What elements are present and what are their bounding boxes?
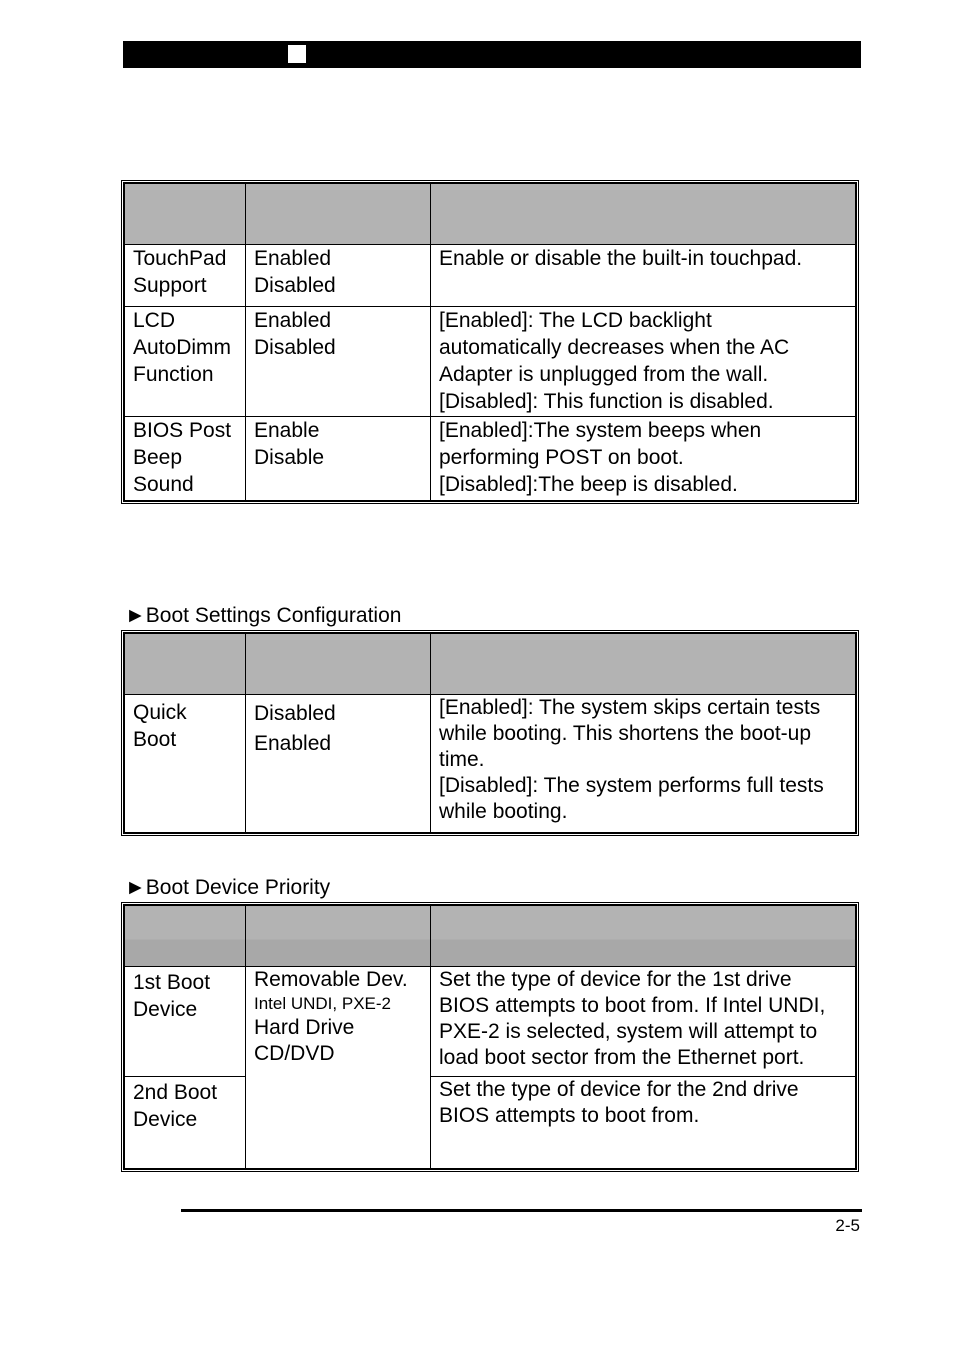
- table-row: [125, 245, 856, 307]
- header-cell: [431, 906, 856, 967]
- header-cell: [125, 906, 246, 967]
- description-cell: Enable or disable the built-in touchpad.: [431, 245, 856, 307]
- description-cell: [Enabled]:The system beeps when performing POST on boot. [Disabled]:The beep is disabled.: [431, 417, 856, 501]
- header-bar: [123, 41, 861, 68]
- table-row: [125, 1077, 856, 1169]
- options-cell: Enable Disable: [246, 417, 431, 501]
- boot-settings-title: ►Boot Settings Configuration: [125, 604, 402, 627]
- table-header-row: [125, 906, 856, 967]
- item-cell: BIOS Post Beep Sound: [125, 417, 246, 501]
- table-row: [125, 307, 856, 417]
- table-header-row: [125, 634, 856, 695]
- header-cell: [431, 634, 856, 695]
- header-cell: [125, 184, 246, 245]
- description-cell: [Enabled]: The LCD backlight automatically decreases when the AC Adapter is unplugged from the wall. [Disabled]: This function is disabled.: [431, 307, 856, 417]
- table-row: [125, 967, 856, 1077]
- boot-device-table: [121, 902, 859, 1172]
- header-cell: [431, 184, 856, 245]
- item-cell: LCD AutoDimm Function: [125, 307, 246, 417]
- header-cell: [246, 634, 431, 695]
- item-cell: 1st Boot Device: [125, 967, 246, 1077]
- footer-rule: [181, 1209, 862, 1212]
- table-row: [125, 695, 856, 833]
- boot-settings-table: [121, 630, 859, 836]
- description-cell: [Enabled]: The system skips certain tests while booting. This shortens the boot-up time. [Disabled]: The system performs full tests while booting.: [431, 695, 856, 833]
- header-square-marker: [288, 45, 306, 63]
- header-cell: [246, 184, 431, 245]
- table-header-row: [125, 184, 856, 245]
- options-cell: Removable Dev. Intel UNDI, PXE-2 Hard Drive CD/DVD: [246, 967, 431, 1169]
- settings-table-1: [121, 180, 859, 504]
- description-cell: Set the type of device for the 2nd drive BIOS attempts to boot from.: [431, 1077, 856, 1169]
- description-cell: Set the type of device for the 1st drive BIOS attempts to boot from. If Intel UNDI, PXE-2 is selected, system will attempt to load boot sector from the Ethernet port.: [431, 967, 856, 1077]
- options-cell: Enabled Disabled: [246, 307, 431, 417]
- options-cell: Disabled Enabled: [246, 695, 431, 833]
- page-number: 2-5: [835, 1216, 860, 1235]
- header-cell: [125, 634, 246, 695]
- header-cell: [246, 906, 431, 967]
- item-cell: TouchPad Support: [125, 245, 246, 307]
- item-cell: Quick Boot: [125, 695, 246, 833]
- item-cell: 2nd Boot Device: [125, 1077, 246, 1169]
- boot-device-priority-title: ►Boot Device Priority: [125, 876, 331, 899]
- table-row: [125, 417, 856, 501]
- options-cell: Enabled Disabled: [246, 245, 431, 307]
